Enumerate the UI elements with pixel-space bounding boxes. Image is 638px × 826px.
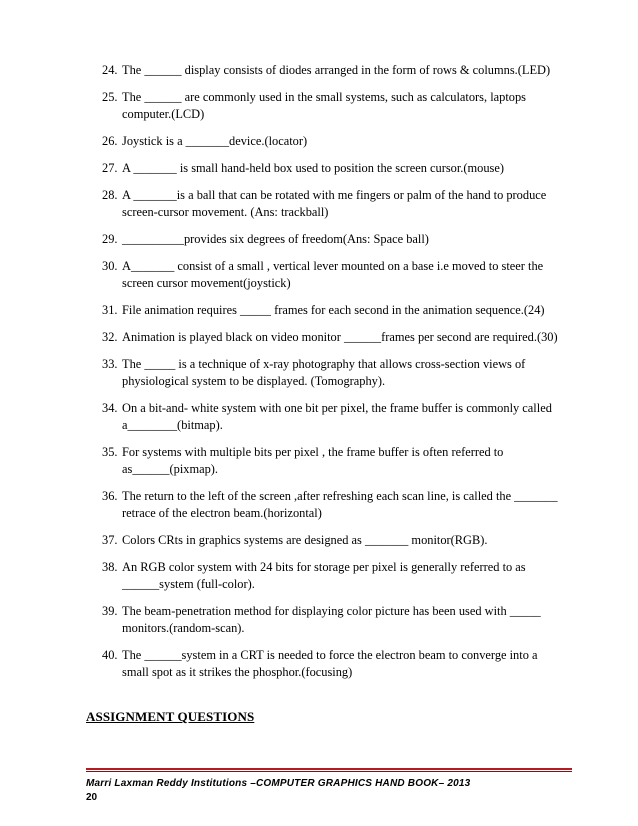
question-text xyxy=(122,559,582,593)
question-item xyxy=(102,444,582,478)
question-number: 27. xyxy=(102,161,118,175)
question-number: 39. xyxy=(102,604,118,618)
question-text-line: a________(bitmap). xyxy=(122,418,223,432)
question-text xyxy=(122,488,582,522)
question-list xyxy=(102,62,582,691)
question-item xyxy=(102,329,582,346)
question-text-line: physiological system to be displayed. (Tomography). xyxy=(122,374,386,388)
question-item xyxy=(102,62,582,79)
question-number: 24. xyxy=(102,63,118,77)
question-number: 37. xyxy=(102,533,118,547)
question-item xyxy=(102,356,582,390)
question-item xyxy=(102,559,582,593)
question-text xyxy=(122,187,582,221)
question-item xyxy=(102,603,582,637)
question-text-line: screen-cursor movement. (Ans: trackball) xyxy=(122,205,329,219)
question-text-line: __________provides six degrees of freedom(Ans: Space ball) xyxy=(122,232,429,246)
question-text-line: A _______ is small hand-held box used to position the screen cursor.(mouse) xyxy=(122,161,504,175)
question-number: 36. xyxy=(102,489,118,503)
question-text-line: Colors CRts in graphics systems are designed as _______ monitor(RGB). xyxy=(122,533,488,547)
question-number: 29. xyxy=(102,232,118,246)
question-text-line: File animation requires _____ frames for each second in the animation sequence.(24) xyxy=(122,303,545,317)
question-number: 32. xyxy=(102,330,118,344)
footer-text: Marri Laxman Reddy Institutions –COMPUTER GRAPHICS HAND BOOK– 2013 xyxy=(86,778,471,789)
question-item xyxy=(102,532,582,549)
question-text xyxy=(122,133,582,150)
question-item xyxy=(102,187,582,221)
question-item xyxy=(102,89,582,123)
question-text xyxy=(122,258,582,292)
question-text-line: The return to the left of the screen ,after refreshing each scan line, is called the _______ xyxy=(122,489,558,503)
question-number: 25. xyxy=(102,90,118,104)
question-item xyxy=(102,302,582,319)
question-item xyxy=(102,231,582,248)
question-text-line: The ______ display consists of diodes arranged in the form of rows & columns.(LED) xyxy=(122,63,551,77)
footer-rule-secondary xyxy=(86,771,572,772)
question-text-line: For systems with multiple bits per pixel , the frame buffer is often referred to xyxy=(122,445,504,459)
question-text-line: On a bit-and- white system with one bit per pixel, the frame buffer is commonly called xyxy=(122,401,552,415)
question-text-line: retrace of the electron beam.(horizontal) xyxy=(122,506,322,520)
question-item xyxy=(102,160,582,177)
question-text xyxy=(122,400,582,434)
question-text-line: The ______ are commonly used in the small systems, such as calculators, laptops xyxy=(122,90,526,104)
question-text xyxy=(122,62,582,79)
question-text-line: ______system (full-color). xyxy=(122,577,255,591)
question-number: 38. xyxy=(102,560,118,574)
question-text-line: small spot as it strikes the phosphor.(focusing) xyxy=(122,665,353,679)
section-heading: ASSIGNMENT QUESTIONS xyxy=(86,709,255,724)
question-text-line: A _______is a ball that can be rotated with me fingers or palm of the hand to produce xyxy=(122,188,547,202)
question-text-line: Animation is played black on video monitor ______frames per second are required.(30) xyxy=(122,330,558,344)
question-text xyxy=(122,160,582,177)
question-text-line: computer.(LCD) xyxy=(122,107,205,121)
question-item xyxy=(102,258,582,292)
question-text xyxy=(122,444,582,478)
question-number: 26. xyxy=(102,134,118,148)
question-text-line: A_______ consist of a small , vertical lever mounted on a base i.e moved to steer the xyxy=(122,259,544,273)
question-text xyxy=(122,89,582,123)
question-text-line: screen cursor movement(joystick) xyxy=(122,276,291,290)
question-item xyxy=(102,133,582,150)
question-text xyxy=(122,302,582,319)
question-item xyxy=(102,488,582,522)
question-number: 35. xyxy=(102,445,118,459)
question-number: 40. xyxy=(102,648,118,662)
question-number: 31. xyxy=(102,303,118,317)
question-text xyxy=(122,603,582,637)
question-item xyxy=(102,647,582,681)
question-text-line: as______(pixmap). xyxy=(122,462,219,476)
page-number: 20 xyxy=(86,792,98,803)
question-number: 33. xyxy=(102,357,118,371)
question-text xyxy=(122,532,582,549)
question-text-line: The beam-penetration method for displaying color picture has been used with _____ xyxy=(122,604,541,618)
question-text-line: An RGB color system with 24 bits for storage per pixel is generally referred to as xyxy=(122,560,526,574)
question-text-line: The _____ is a technique of x-ray photography that allows cross-section views of xyxy=(122,357,526,371)
question-text-line: Joystick is a _______device.(locator) xyxy=(122,134,308,148)
question-text xyxy=(122,356,582,390)
question-text-line: The ______system in a CRT is needed to force the electron beam to converge into a xyxy=(122,648,538,662)
question-number: 28. xyxy=(102,188,118,202)
question-number: 30. xyxy=(102,259,118,273)
question-text xyxy=(122,329,582,346)
footer-rule xyxy=(86,768,572,770)
question-item xyxy=(102,400,582,434)
question-text xyxy=(122,647,582,681)
question-text-line: monitors.(random-scan). xyxy=(122,621,245,635)
question-text xyxy=(122,231,582,248)
question-number: 34. xyxy=(102,401,118,415)
